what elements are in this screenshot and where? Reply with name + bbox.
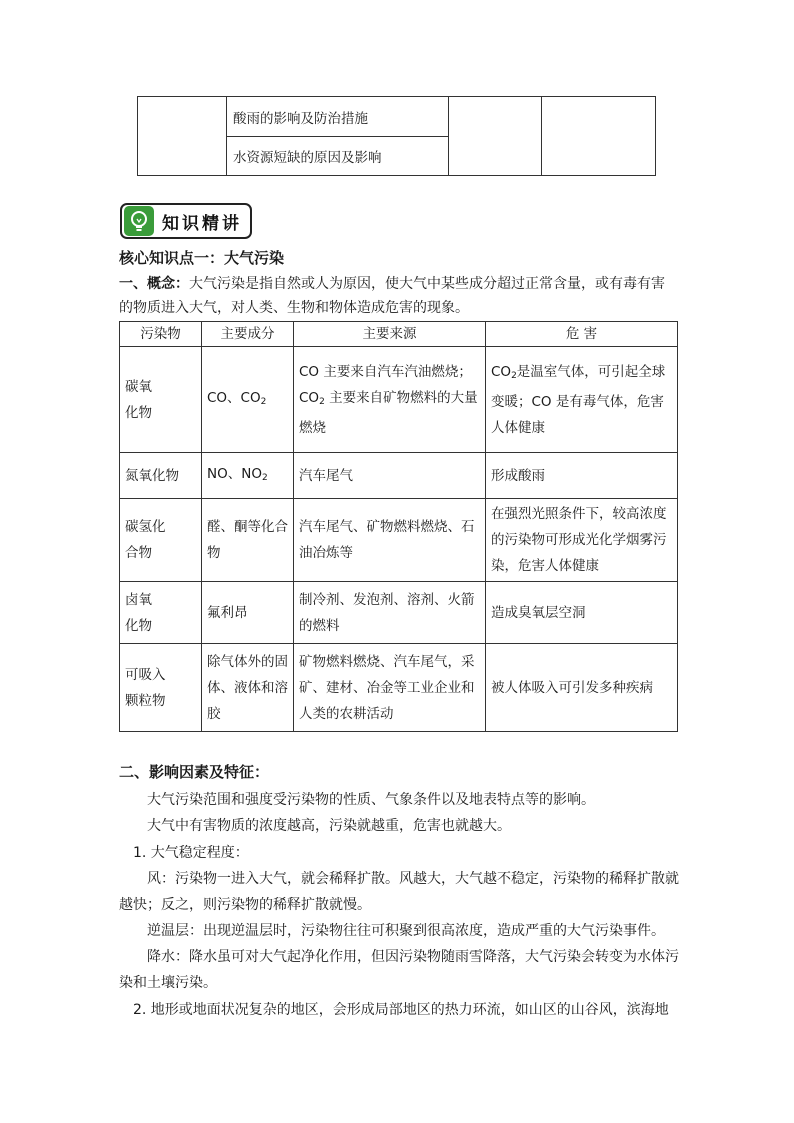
pollutant-composition: 除气体外的固体、液体和溶胶	[202, 644, 294, 732]
table-cell-empty	[542, 97, 656, 176]
item-1-heading: 1. 大气稳定程度：	[133, 845, 249, 861]
pollutant-name: 可吸入 颗粒物	[120, 644, 202, 732]
table-header-row	[120, 322, 678, 347]
pollutant-harm: 在强烈光照条件下，较高浓度的污染物可形成光化学烟雾污染，危害人体健康	[486, 499, 678, 582]
pollutant-harm: 造成臭氧层空洞	[486, 582, 678, 644]
concept-line-1	[119, 274, 665, 294]
pollutant-table	[119, 321, 678, 732]
pollutant-composition: 醛、酮等化合物	[202, 499, 294, 582]
wind-line-1: 风：污染物一进入大气，就会稀释扩散。风越大，大气越不稳定，污染物的稀释扩散就	[147, 871, 679, 887]
topic-acid-rain: 酸雨的影响及防治措施	[227, 97, 449, 137]
pollutant-name: 碳氢化 合物	[120, 499, 202, 582]
header-source: 主要来源	[294, 322, 486, 347]
pollutant-name: 碳氧 化物	[120, 347, 202, 453]
pollutant-harm: 被人体吸入可引发多种疾病	[486, 644, 678, 732]
table-cell-empty	[449, 97, 542, 176]
lightbulb-icon	[124, 206, 154, 236]
rain-line-1: 降水：降水虽可对大气起净化作用，但因污染物随雨雪降落，大气污染会转变为水体污	[147, 949, 679, 965]
pollutant-name: 氮氧化物	[120, 453, 202, 499]
item-2-line: 2. 地形或地面状况复杂的地区，会形成局部地区的热力环流，如山区的山谷风，滨海地	[133, 1002, 669, 1018]
section1-title: 核心知识点一：大气污染	[119, 249, 285, 267]
table-row	[120, 644, 678, 732]
rain-line-2: 染和土壤污染。	[119, 975, 217, 991]
section2-para-1: 大气污染范围和强度受污染物的性质、气象条件以及地表特点等的影响。	[147, 792, 595, 808]
pollutant-composition: NO、$NO_2$	[202, 453, 294, 499]
concept-prefix: 一、概念：	[119, 276, 189, 292]
knowledge-badge	[120, 203, 252, 239]
section2-title: 二、影响因素及特征：	[119, 763, 270, 781]
table-row	[120, 347, 678, 453]
pollutant-source: 矿物燃料燃烧、汽车尾气，采矿、建材、冶金等工业企业和人类的农耕活动	[294, 644, 486, 732]
topic-water-shortage: 水资源短缺的原因及影响	[227, 137, 449, 176]
inversion-line: 逆温层：出现逆温层时，污染物往往可积聚到很高浓度，造成严重的大气污染事件。	[147, 923, 665, 939]
table-row	[120, 453, 678, 499]
pollutant-source: 制冷剂、发泡剂、溶剂、火箭的燃料	[294, 582, 486, 644]
table-row	[120, 499, 678, 582]
pollutant-source: 汽车尾气、矿物燃料燃烧、石油冶炼等	[294, 499, 486, 582]
pollutant-source: CO 主要来自汽车汽油燃烧；$CO_2$ 主要来自矿物燃料的大量燃烧	[294, 347, 486, 453]
pollutant-source: 汽车尾气	[294, 453, 486, 499]
table-row	[120, 582, 678, 644]
concept-text-1: 大气污染是指自然或人为原因，使大气中某些成分超过正常含量，或有毒有害	[189, 276, 665, 292]
pollutant-composition: CO、$CO_2$	[202, 347, 294, 453]
header-harm: 危 害	[486, 322, 678, 347]
header-pollutant: 污染物	[120, 322, 202, 347]
pollutant-harm: 形成酸雨	[486, 453, 678, 499]
section2-para-2: 大气中有害物质的浓度越高，污染就越重，危害也就越大。	[147, 818, 511, 834]
concept-line-2: 的物质进入大气，对人类、生物和物体造成危害的现象。	[119, 300, 469, 316]
wind-line-2: 越快；反之，则污染物的稀释扩散就慢。	[119, 897, 371, 913]
lesson-topic-table	[137, 96, 656, 176]
header-composition: 主要成分	[202, 322, 294, 347]
pollutant-harm: $CO_2$是温室气体，可引起全球变暖；CO 是有毒气体，危害人体健康	[486, 347, 678, 453]
pollutant-composition: 氟利昂	[202, 582, 294, 644]
pollutant-name: 卤氧 化物	[120, 582, 202, 644]
table-cell-empty	[138, 97, 227, 176]
badge-label: 知识精讲	[162, 213, 242, 234]
